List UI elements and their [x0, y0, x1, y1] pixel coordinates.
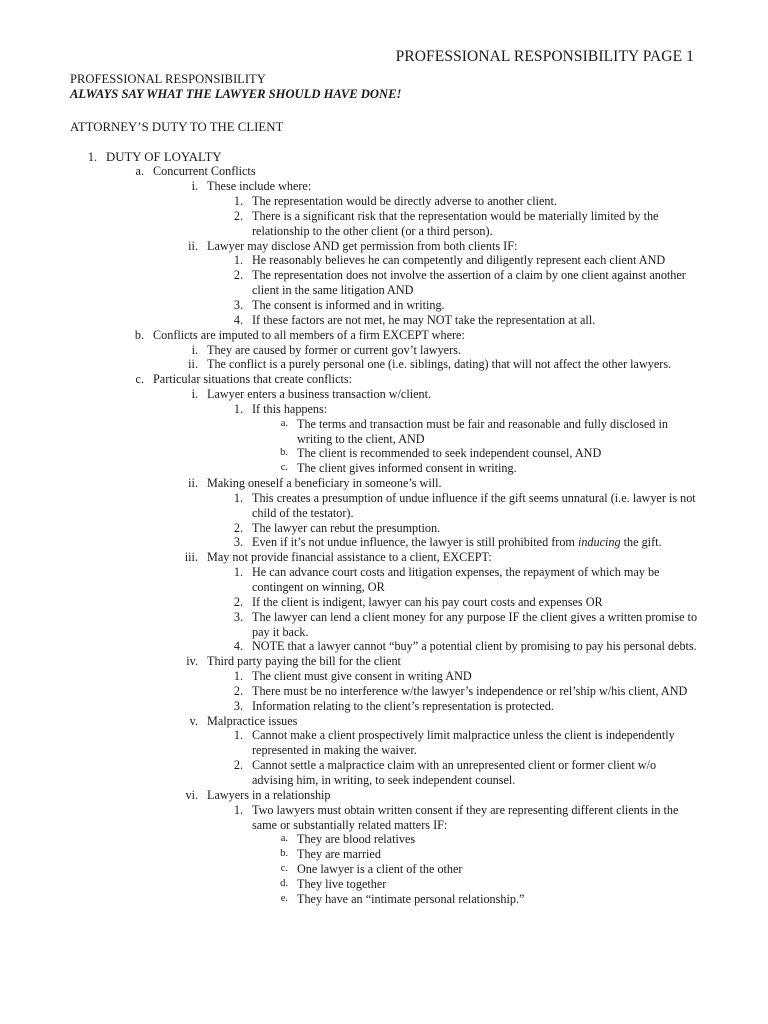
outline-item-level-4: [70, 803, 700, 833]
outline-text: Concurrent Conflicts: [153, 164, 256, 179]
outline-item-level-4: [70, 565, 700, 595]
outline-text: Two lawyers must obtain written consent if they are representing different clients in the same or substantially related matters IF:: [252, 802, 679, 832]
outline-marker: b.: [280, 848, 288, 860]
outline-item-level-4: [70, 402, 700, 417]
document-body: [70, 72, 700, 907]
outline-marker: 3.: [233, 609, 243, 624]
outline-text: They live together: [297, 876, 387, 891]
outline-marker: 1.: [233, 490, 243, 505]
outline-marker: 1.: [233, 669, 243, 684]
outline-item-level-2: [70, 372, 700, 387]
outline-text: There is a significant risk that the representation would be materially limited by the relationship to the other client (or a third person).: [252, 208, 659, 238]
outline-marker: e.: [280, 892, 288, 904]
outline-marker: 2.: [233, 520, 243, 535]
outline-marker: a.: [280, 417, 288, 429]
outline-marker: 2.: [233, 683, 243, 698]
outline-item-level-5: [70, 417, 700, 447]
page-header: PROFESSIONAL RESPONSIBILITY PAGE 1: [395, 48, 694, 65]
outline-item-level-1: [70, 150, 700, 165]
outline-item-level-5: [70, 892, 700, 907]
outline-item-level-3: [70, 550, 700, 565]
outline-item-level-5: [70, 862, 700, 877]
outline-item-level-5: [70, 877, 700, 892]
outline-text: DUTY OF LOYALTY: [106, 149, 222, 164]
outline-item-level-5: [70, 832, 700, 847]
outline-item-level-4: [70, 595, 700, 610]
outline-marker: vi.: [185, 787, 198, 802]
outline-item-level-4: [70, 610, 700, 640]
outline-marker: ii.: [188, 238, 198, 253]
outline-marker: 2.: [233, 594, 243, 609]
outline-text: There must be no interference w/the lawyer’s independence or rel’ship w/his client, AND: [252, 683, 688, 698]
outline-marker: i.: [191, 387, 198, 402]
outline-item-level-4: [70, 639, 700, 654]
outline-text: The lawyer can rebut the presumption.: [252, 520, 441, 535]
outline-list: [70, 150, 700, 907]
outline-item-level-3: [70, 179, 700, 194]
outline-marker: 4.: [233, 639, 243, 654]
outline-text: May not provide financial assistance to a client, EXCEPT:: [207, 550, 492, 565]
outline-marker: b.: [134, 327, 144, 342]
outline-item-level-3: [70, 357, 700, 372]
outline-text: One lawyer is a client of the other: [297, 862, 463, 877]
outline-text-part: Even if it’s not undue influence, the lawyer is still prohibited from: [252, 535, 578, 550]
outline-text: NOTE that a lawyer cannot “buy” a potential client by promising to pay his personal debts.: [252, 639, 697, 654]
outline-marker: 1.: [233, 728, 243, 743]
outline-item-level-3: [70, 387, 700, 402]
outline-marker: iv.: [186, 654, 198, 669]
outline-item-level-4: [70, 535, 700, 550]
outline-text: The client is recommended to seek independent counsel, AND: [297, 446, 602, 461]
outline-text: Lawyer may disclose AND get permission from both clients IF:: [207, 238, 518, 253]
document-subtitle: ALWAYS SAY WHAT THE LAWYER SHOULD HAVE DONE!: [70, 86, 402, 101]
outline-text: Third party paying the bill for the client: [207, 654, 401, 669]
outline-text: Lawyers in a relationship: [207, 787, 331, 802]
outline-text: Cannot settle a malpractice claim with an unrepresented client or former client w/o advising him, in writing, to seek independent counsel.: [252, 758, 657, 787]
outline-marker: d.: [280, 877, 288, 889]
outline-marker: 1.: [233, 401, 243, 416]
outline-text: Malpractice issues: [207, 713, 298, 728]
outline-item-level-4: [70, 669, 700, 684]
outline-text: They have an “intimate personal relationship.”: [297, 891, 525, 906]
outline-text: The client gives informed consent in writing.: [297, 461, 517, 476]
outline-marker: c.: [135, 372, 144, 387]
outline-text: He can advance court costs and litigation expenses, the repayment of which may be contingent on winning, OR: [252, 565, 660, 594]
outline-text: The representation would be directly adverse to another client.: [252, 194, 557, 209]
outline-marker: b.: [280, 447, 288, 459]
outline-marker: ii.: [188, 476, 198, 491]
outline-marker: 2.: [233, 268, 243, 283]
outline-text: They are married: [297, 847, 381, 862]
outline-item-level-2: [70, 164, 700, 179]
outline-text: They are blood relatives: [297, 832, 416, 847]
outline-text: He reasonably believes he can competently and diligently represent each client AND: [252, 253, 666, 268]
outline-item-level-3: [70, 714, 700, 729]
outline-text: The lawyer can lend a client money for any purpose IF the client gives a written promise to pay it back.: [252, 609, 698, 639]
outline-text: These include where:: [207, 179, 312, 194]
outline-item-level-4: [70, 521, 700, 536]
outline-text: The client must give consent in writing AND: [252, 669, 472, 684]
outline-text: The consent is informed and in writing.: [252, 297, 445, 312]
outline-item-level-4: [70, 194, 700, 209]
outline-marker: 1.: [233, 253, 243, 268]
outline-text: Lawyer enters a business transaction w/client.: [207, 387, 432, 402]
outline-item-level-4: [70, 313, 700, 328]
outline-item-level-4: [70, 491, 700, 521]
outline-marker: 4.: [233, 312, 243, 327]
outline-item-level-4: [70, 209, 700, 239]
outline-marker: v.: [189, 713, 198, 728]
outline-marker: ii.: [188, 357, 198, 372]
outline-marker: a.: [135, 164, 144, 179]
outline-item-level-3: [70, 654, 700, 669]
outline-text: Particular situations that create conflicts:: [153, 372, 352, 387]
outline-marker: 1.: [233, 802, 243, 817]
outline-item-level-4: [70, 758, 700, 788]
outline-marker: 3.: [233, 297, 243, 312]
outline-marker: a.: [280, 833, 288, 845]
section-heading: ATTORNEY’S DUTY TO THE CLIENT: [70, 119, 284, 134]
outline-item-level-3: [70, 476, 700, 491]
outline-text: Information relating to the client’s representation is protected.: [252, 698, 554, 713]
outline-text: Cannot make a client prospectively limit malpractice unless the client is independently represented in making the waiver.: [252, 728, 675, 758]
outline-text: Conflicts are imputed to all members of a firm EXCEPT where:: [153, 327, 465, 342]
outline-marker: 2.: [233, 758, 243, 773]
outline-text: The terms and transaction must be fair and reasonable and fully disclosed in writing to the client, AND: [297, 416, 668, 446]
outline-item-level-2: [70, 328, 700, 343]
outline-marker: c.: [280, 462, 288, 474]
outline-item-level-4: [70, 699, 700, 714]
outline-marker: i.: [191, 179, 198, 194]
outline-text: [252, 535, 700, 550]
outline-text: If these factors are not met, he may NOT take the representation at all.: [252, 312, 596, 327]
outline-marker: 3.: [233, 535, 243, 550]
outline-marker: iii.: [184, 550, 198, 565]
document-title: PROFESSIONAL RESPONSIBILITY: [70, 72, 266, 86]
outline-item-level-3: [70, 239, 700, 254]
outline-item-level-4: [70, 268, 700, 298]
outline-marker: i.: [191, 342, 198, 357]
outline-marker: 2.: [233, 208, 243, 223]
outline-text-emphasis: inducing: [577, 535, 621, 550]
outline-text: Making oneself a beneficiary in someone’s will.: [207, 476, 442, 491]
outline-item-level-4: [70, 298, 700, 313]
outline-item-level-5: [70, 446, 700, 461]
outline-item-level-4: [70, 728, 700, 758]
outline-item-level-3: [70, 788, 700, 803]
outline-marker: c.: [280, 863, 288, 875]
outline-text-part: the gift.: [620, 535, 662, 550]
outline-text: This creates a presumption of undue influence if the gift seems unnatural (i.e. lawyer is not child of the testator).: [252, 490, 696, 520]
outline-text: They are caused by former or current gov’t lawyers.: [207, 342, 461, 357]
outline-item-level-4: [70, 684, 700, 699]
outline-item-level-5: [70, 847, 700, 862]
outline-item-level-3: [70, 343, 700, 358]
outline-text: The representation does not involve the assertion of a claim by one client against another client in the same litigation AND: [252, 268, 686, 298]
outline-item-level-4: [70, 253, 700, 268]
outline-marker: 1.: [87, 149, 97, 164]
outline-marker: 1.: [233, 194, 243, 209]
outline-marker: 1.: [233, 565, 243, 580]
outline-item-level-5: [70, 461, 700, 476]
outline-text: If the client is indigent, lawyer can his pay court costs and expenses OR: [252, 594, 603, 609]
outline-marker: 3.: [233, 698, 243, 713]
outline-text: The conflict is a purely personal one (i.e. siblings, dating) that will not affect the other lawyers.: [207, 357, 672, 372]
outline-text: If this happens:: [252, 401, 328, 416]
